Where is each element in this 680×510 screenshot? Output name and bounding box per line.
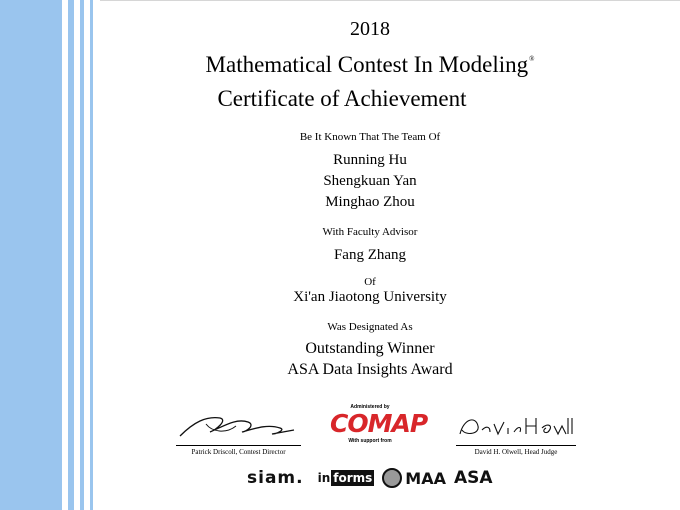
judge-signature [456,412,576,440]
signature-rule [176,445,301,446]
contest-year: 2018 [350,18,390,40]
sponsor-logos [247,466,493,490]
administered-by-label: Administered by [350,404,390,410]
contest-name [100,52,640,78]
of-label: Of [364,276,376,288]
team-member: Running Hu [333,152,407,168]
comap-logo: COMAP [330,409,428,438]
director-caption: Patrick Driscoll, Contest Director [191,448,286,456]
intro-text: Be It Known That The Team Of [299,131,441,143]
certificate-title: Certificate of Achievement [217,86,467,111]
maa-logo [382,468,446,488]
maa-logo-text: MAA [405,468,446,488]
judge-caption: David H. Olwell, Head Judge [474,448,558,456]
director-signature [176,412,301,440]
judge-signature-block [456,412,576,456]
team-member: Shengkuan Yan [323,173,417,189]
border-stripe [0,0,62,510]
informs-logo-prefix: in [317,471,331,485]
border-stripe [80,0,84,510]
award-name: ASA Data Insights Award [287,361,453,378]
designation: Outstanding Winner [305,340,435,357]
informs-logo [318,470,375,486]
border-stripe [90,0,93,510]
designation-label: Was Designated As [327,321,413,333]
institution-name: Xi'an Jiaotong University [293,289,447,305]
top-rule [100,0,680,1]
border-stripe [68,0,74,510]
informs-logo-box: forms [333,471,373,485]
support-from-label: With support from [348,438,392,444]
comap-block [330,404,428,444]
team-member: Minghao Zhou [325,194,415,210]
siam-logo: siam. [247,468,304,488]
advisor-name: Fang Zhang [333,247,407,263]
contest-name-text: Mathematical Contest In Modeling [205,52,529,77]
decorative-border-stripes [0,0,100,510]
director-signature-block [176,412,301,456]
signature-rule [456,445,576,446]
maa-seal-icon [382,468,402,488]
advisor-label: With Faculty Advisor [322,226,418,238]
registered-mark: ® [529,55,535,63]
asa-logo: ASA [453,468,493,488]
